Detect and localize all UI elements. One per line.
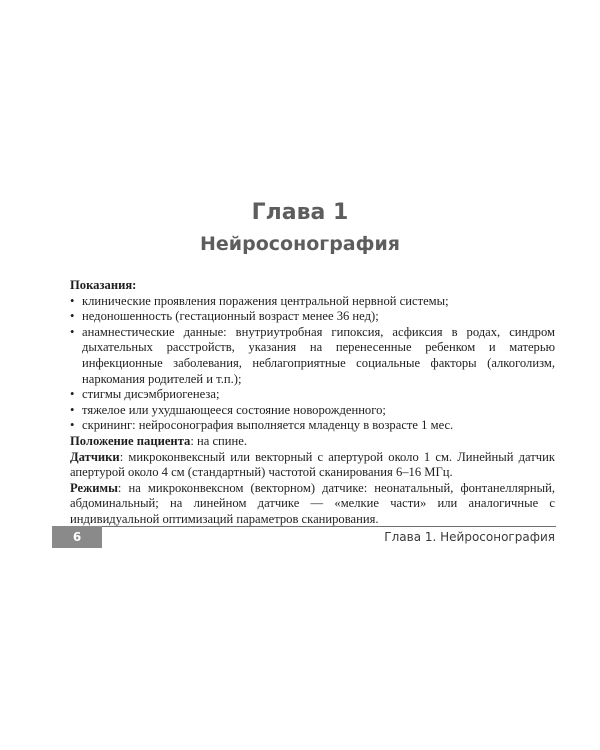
body-text [70, 278, 555, 528]
modes-text: : на микроконвексном (векторном) датчике: неонатальный, фонтанеллярный, абдоминальный; на линейном датчике — «мелкие части» или аналогичные с индивидуальной оптимизаций параметров сканирования. [70, 480, 555, 526]
list-item: • клинические проявления поражения центральной нервной системы; [70, 294, 555, 310]
chapter-title: Глава 1 [251, 200, 349, 225]
sensors-paragraph [70, 450, 555, 481]
sensors-label: Датчики [70, 449, 120, 464]
position-label: Положение пациента [70, 433, 191, 448]
indications-list [70, 294, 555, 434]
indications-label: Показания: [70, 278, 137, 292]
position-paragraph [70, 434, 555, 450]
position-text: : на спине. [190, 433, 248, 448]
list-item: • тяжелое или ухудшающееся состояние новорожденного; [70, 403, 555, 419]
list-item: • анамнестические данные: внутриутробная гипоксия, асфиксия в родах, синдром дыхательных расстройств, указания на перенесенные ребенком и матерью инфекционные заболевания, неблагоприятные социальные факторы (алкоголизм, наркомания родителей и т.п.); [70, 325, 555, 387]
list-item: • недоношенность (гестационный возраст менее 36 нед); [70, 309, 555, 325]
chapter-subtitle: Нейросонография [200, 233, 400, 255]
running-head: Глава 1. Нейросонография [384, 530, 555, 544]
list-item: • скрининг: нейросонография выполняется младенцу в возрасте 1 мес. [70, 418, 555, 434]
page-number: 6 [52, 526, 102, 548]
list-item: • стигмы дисэмбриогенеза; [70, 387, 555, 403]
sensors-text: : микроконвексный или векторный с апертурой около 1 см. Линейный датчик апертурой около 4 см (стандартный) частотой сканирования 6–16 МГц. [70, 449, 555, 480]
modes-paragraph [70, 481, 555, 528]
modes-label: Режимы [70, 480, 118, 495]
